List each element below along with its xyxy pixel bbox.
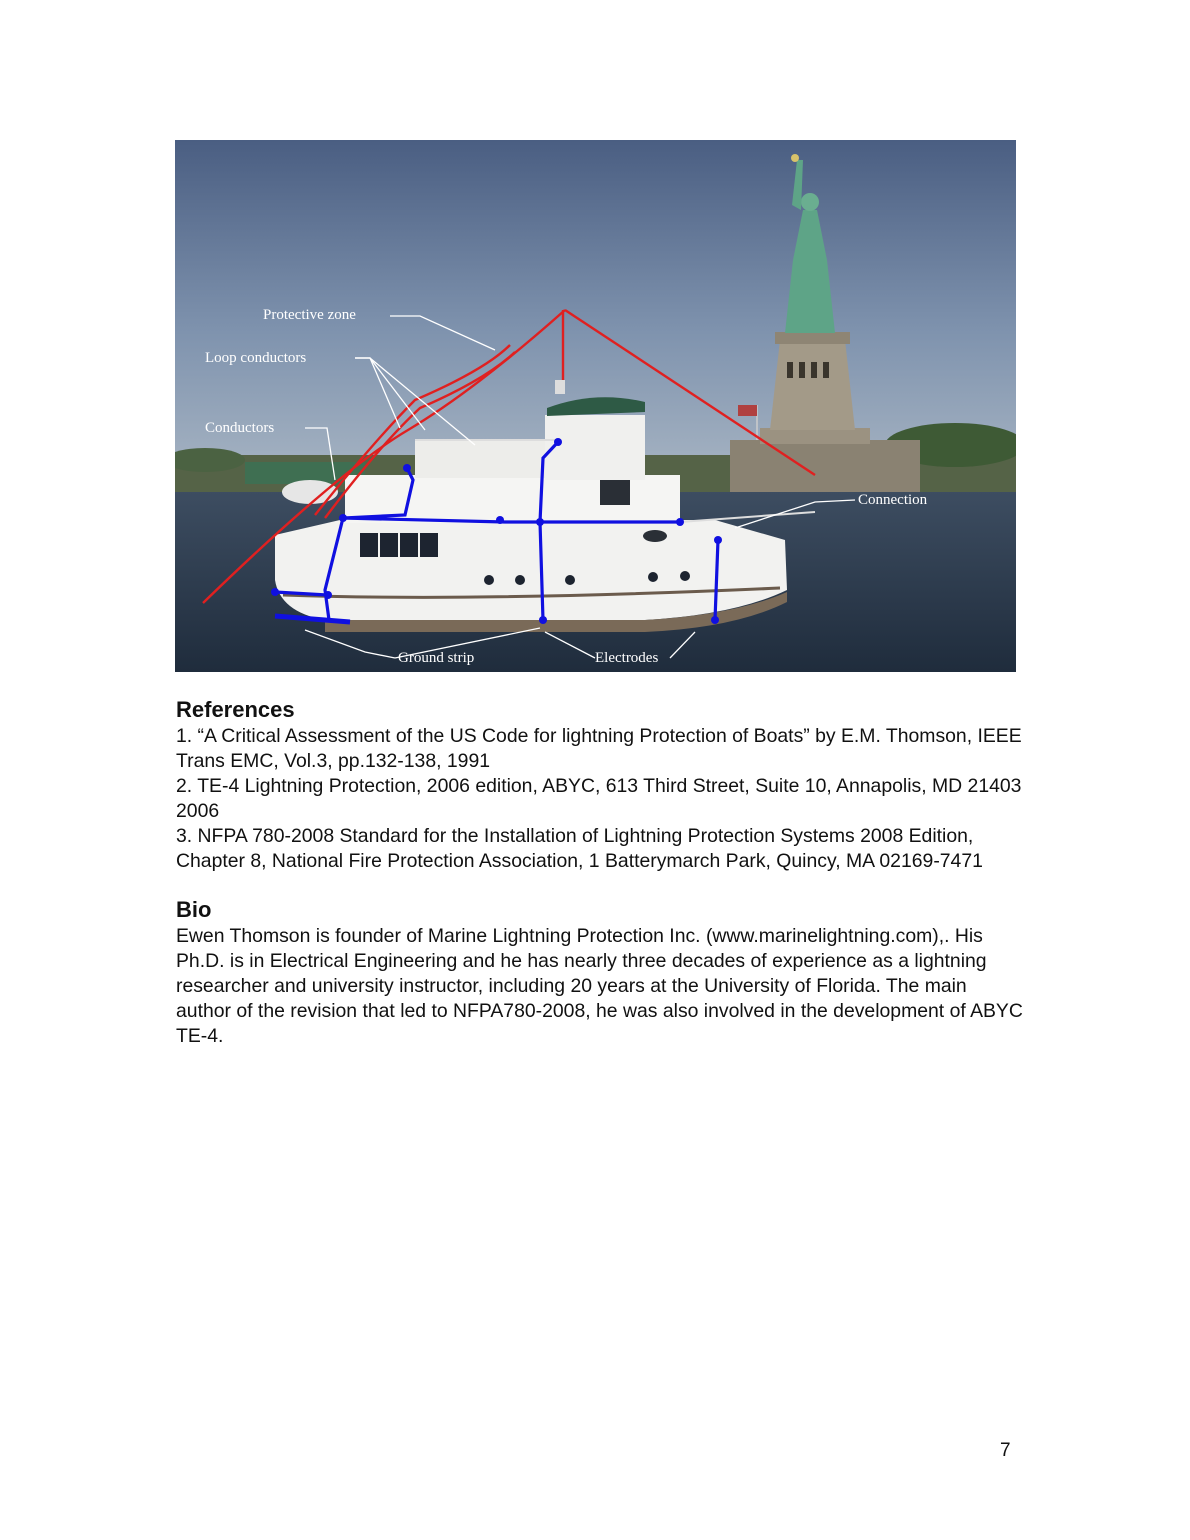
label-ground-strip: Ground strip <box>398 650 475 666</box>
label-connection: Connection <box>858 492 928 508</box>
boat-hull <box>275 520 787 620</box>
page-body <box>176 696 1026 1049</box>
bio-section <box>176 896 1026 1049</box>
page-number: 7 <box>1000 1440 1011 1461</box>
bio-heading: Bio <box>176 897 212 922</box>
label-electrodes: Electrodes <box>595 650 659 666</box>
references-heading: References <box>176 697 295 722</box>
label-conductors: Conductors <box>205 420 275 436</box>
bio-text: Ewen Thomson is founder of Marine Lightning Protection Inc. (www.marinelightning.com),. His Ph.D. is in Electrical Engineering and he has nearly three decades of experience as a lightning researcher and university instructor, including 20 years at the University of Florida. The main author of the revision that led to NFPA780-2008, he was also involved in the development of ABYC TE-4. <box>176 925 1023 1047</box>
reference-item-3: 3. NFPA 780-2008 Standard for the Installation of Lightning Protection Systems 2008 Edition, Chapter 8, National Fire Protection Association, 1 Batterymarch Park, Quincy, MA 02169-7471 <box>176 825 983 872</box>
fort <box>730 440 920 500</box>
references-section <box>176 696 1026 874</box>
boat-lightning-figure <box>175 140 1016 672</box>
reference-item-1: 1. “A Critical Assessment of the US Code for lightning Protection of Boats” by E.M. Thomson, IEEE Trans EMC, Vol.3, pp.132-138, 1991 <box>176 725 1022 772</box>
label-loop-conductors: Loop conductors <box>205 350 307 366</box>
figure-photo <box>175 140 1016 672</box>
flag <box>738 405 757 416</box>
label-protective-zone: Protective zone <box>263 307 356 323</box>
pedestal <box>770 340 855 430</box>
reference-item-2: 2. TE-4 Lightning Protection, 2006 edition, ABYC, 613 Third Street, Suite 10, Annapolis, MD 21403 2006 <box>176 775 1022 822</box>
